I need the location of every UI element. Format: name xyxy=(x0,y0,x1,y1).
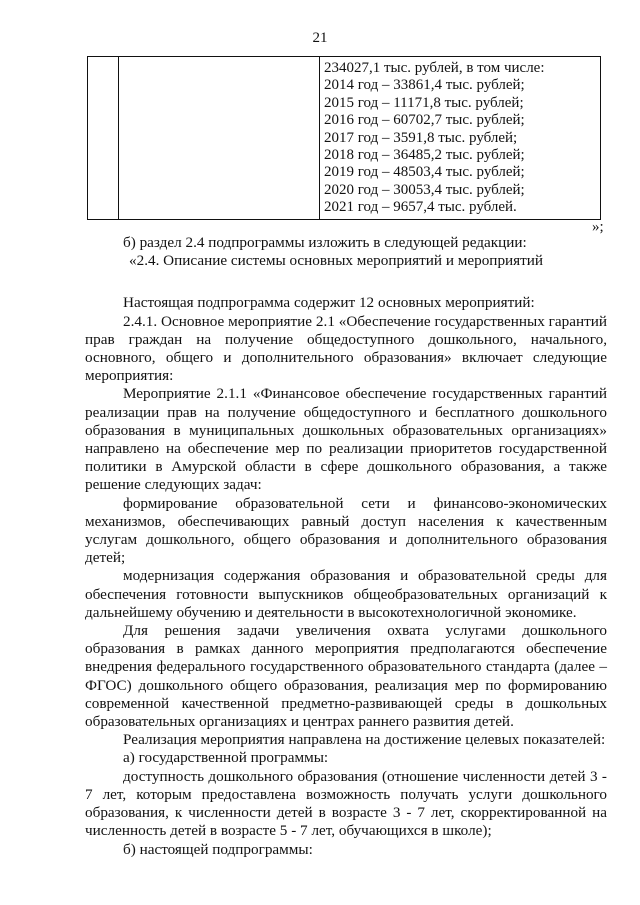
budget-year-line: 2018 год – 36485,2 тыс. рублей; xyxy=(324,147,525,164)
budget-year-line: 2014 год – 33861,4 тыс. рублей; xyxy=(324,77,525,94)
table-cell-budget xyxy=(320,57,601,220)
paragraph: доступность дошкольного образования (отношение численности детей 3 - 7 лет, которым предоставлена возможность получать услуги дошкольного образования, к численности детей в возрасте 3 - 7 лет, скорректированной на численность детей в возрасте 5 - 7 лет, обучающихся в школе); xyxy=(85,767,607,840)
budget-year-line: 2016 год – 60702,7 тыс. рублей; xyxy=(324,112,525,129)
budget-year-line: 2015 год – 11171,8 тыс. рублей; xyxy=(324,94,524,111)
paragraph: Настоящая подпрограмма содержит 12 основных мероприятий: xyxy=(123,294,535,312)
budget-year-line: 2019 год – 48503,4 тыс. рублей; xyxy=(324,164,525,181)
paragraph: модернизация содержания образования и образовательной среды для обеспечения готовности выпускников общеобразовательных организаций к дальнейшему обучению и деятельности в высокотехнологичной экономике. xyxy=(85,567,607,621)
paragraph: Реализация мероприятия направлена на достижение целевых показателей: xyxy=(123,731,606,749)
list-heading: б) настоящей подпрограммы: xyxy=(123,840,313,858)
section-b-instruction: б) раздел 2.4 подпрограммы изложить в следующей редакции: xyxy=(123,234,527,251)
section-title: «2.4. Описание системы основных мероприятий и мероприятий xyxy=(129,252,544,270)
paragraph: Мероприятие 2.1.1 «Финансовое обеспечение государственных гарантий реализации прав на получение общедоступного и бесплатного дошкольного образования в муниципальных дошкольных образовательных организациях» направлено на обеспечение мер по реализации приоритетов государственной политики в Амурской области в сфере дошкольного образования, а также решение следующих задач: xyxy=(85,385,607,494)
table-row xyxy=(88,57,601,220)
document-body xyxy=(85,234,607,859)
table-cell-empty xyxy=(119,57,320,220)
budget-year-line: 2021 год – 9657,4 тыс. рублей. xyxy=(324,199,517,216)
budget-total-line: 234027,1 тыс. рублей, в том числе: xyxy=(324,60,545,76)
paragraph-gap xyxy=(85,270,607,288)
paragraph: формирование образовательной сети и финансово-экономических механизмов, обеспечивающих равный доступ населения к качественным услугам дошкольного, общего образования и дополнительного образования детей; xyxy=(85,494,607,567)
closing-quote-mark: »; xyxy=(592,219,604,235)
table-cell-empty xyxy=(88,57,119,220)
page-number: 21 xyxy=(312,30,328,46)
list-heading: а) государственной программы: xyxy=(123,749,329,767)
paragraph: Для решения задачи увеличения охвата услугами дошкольного образования в рамках данного мероприятия предполагаются обеспечение внедрения федерального государственного образовательного стандарта (далее – ФГОС) дошкольного общего образования, реализация мер по формированию современной качественной предметно-развивающей среды в дошкольных образовательных организациях и центрах раннего развития детей. xyxy=(85,622,607,731)
budget-table xyxy=(87,56,601,220)
paragraph: 2.4.1. Основное мероприятие 2.1 «Обеспечение государственных гарантий прав граждан на получение общедоступного дошкольного, начального, основного, общего и дополнительного образования» включает следующие мероприятия: xyxy=(85,312,607,385)
budget-year-line: 2017 год – 3591,8 тыс. рублей; xyxy=(324,129,518,146)
budget-year-line: 2020 год – 30053,4 тыс. рублей; xyxy=(324,181,525,198)
